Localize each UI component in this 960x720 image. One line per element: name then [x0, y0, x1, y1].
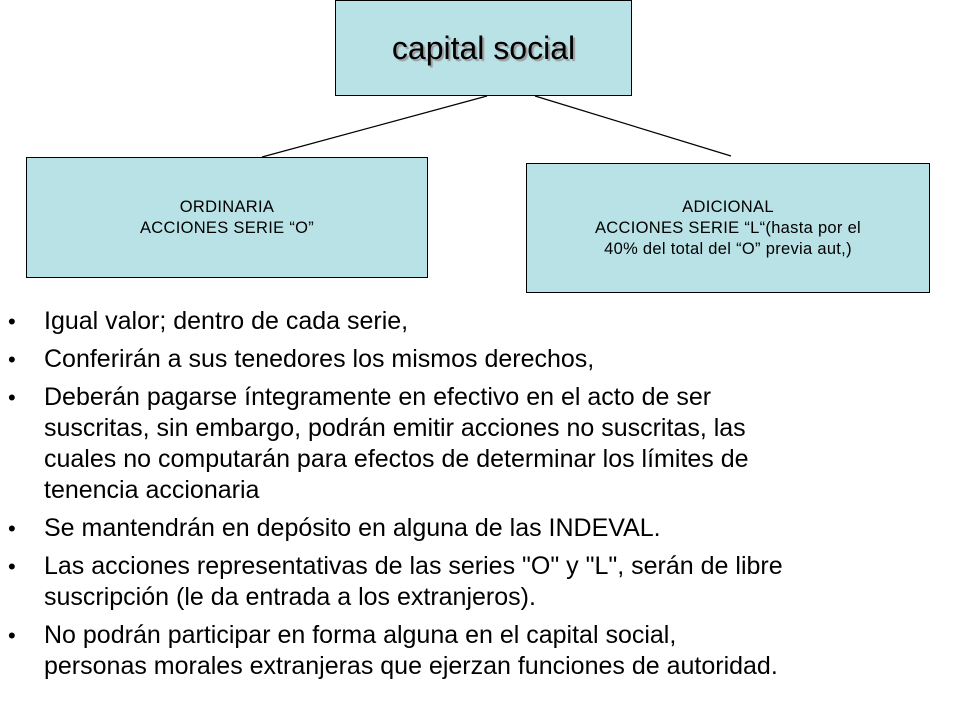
bullet-dot-icon: • [8, 309, 16, 334]
bullet-item [8, 513, 956, 544]
node-ordinaria [26, 157, 428, 278]
bullet-dot-icon: • [8, 516, 16, 541]
node-ordinaria-line1: ORDINARIA [179, 197, 275, 216]
bullet-line: cuales no computarán para efectos de determinar los límites de [44, 445, 749, 473]
bullet-dot-icon: • [8, 347, 16, 372]
node-adicional-line1: ADICIONAL [682, 197, 774, 216]
bullet-line: Conferirán a sus tenedores los mismos derechos, [44, 345, 595, 373]
bullet-dot-icon: • [8, 385, 16, 410]
node-adicional [526, 163, 930, 293]
bullet-item [8, 551, 956, 613]
bullet-line: tenencia accionaria [44, 476, 260, 504]
bullet-line: No podrán participar en forma alguna en el capital social, [44, 621, 677, 649]
connector-root-left [262, 96, 487, 157]
bullet-line: Las acciones representativas de las series "O" y "L", serán de libre [44, 552, 783, 580]
bullet-dot-icon: • [8, 623, 16, 648]
node-adicional-text [595, 197, 861, 260]
bullet-line: personas morales extranjeras que ejerzan funciones de autoridad. [44, 652, 778, 680]
bullet-line: Se mantendrán en depósito en alguna de las INDEVAL. [44, 514, 661, 542]
bullet-line: Deberán pagarse íntegramente en efectivo en el acto de ser [44, 383, 712, 411]
bullet-line: Igual valor; dentro de cada serie, [44, 307, 409, 335]
root-node-label: capital social [391, 29, 576, 66]
bullet-line: suscritas, sin embargo, podrán emitir acciones no suscritas, las [44, 414, 746, 442]
node-adicional-line3: 40% del total del “O” previa aut,) [604, 239, 852, 258]
bullet-item [8, 344, 956, 375]
node-adicional-line2: ACCIONES SERIE “L“(hasta por el [594, 218, 862, 237]
bullet-line: suscripción (le da entrada a los extranjeros). [44, 583, 536, 611]
root-node-capital-social [335, 0, 632, 96]
node-ordinaria-line2: ACCIONES SERIE “O” [139, 218, 315, 237]
node-ordinaria-text [140, 197, 314, 239]
bullet-item [8, 382, 956, 506]
bullet-list [8, 306, 956, 689]
connector-root-right [535, 96, 731, 156]
bullet-item [8, 306, 956, 337]
bullet-item [8, 620, 956, 682]
bullet-dot-icon: • [8, 554, 16, 579]
